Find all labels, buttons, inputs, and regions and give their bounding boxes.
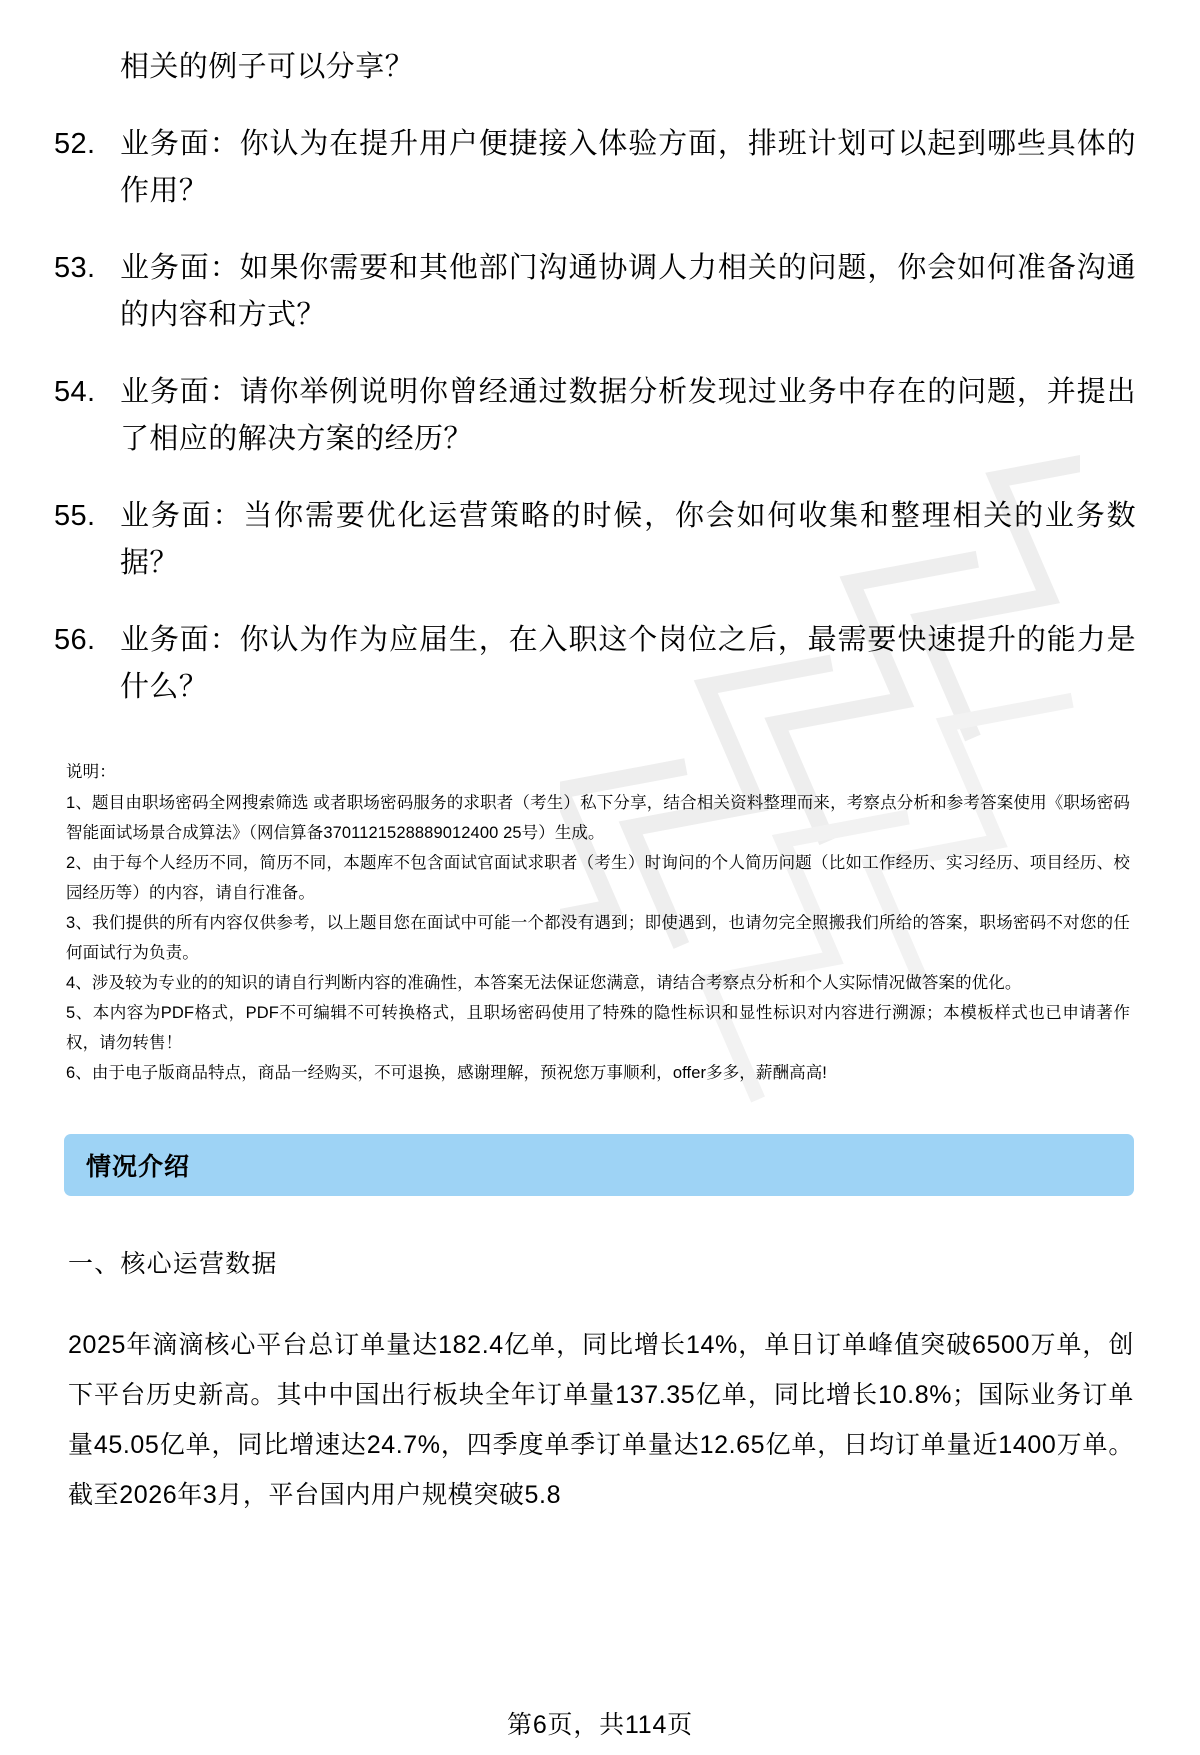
- notes-title: 说明：: [66, 762, 116, 781]
- question-text: 业务面：你认为作为应届生，在入职这个岗位之后，最需要快速提升的能力是什么？: [120, 623, 1136, 703]
- notes-block: [54, 757, 1136, 1088]
- note-item: 3、我们提供的所有内容仅供参考，以上题目您在面试中可能一个都没有遇到；即使遇到，也请勿完全照搬我们所给的答案，职场密码不对您的任何面试行为负责。: [66, 913, 1130, 962]
- note-item: 4、涉及较为专业的的知识的请自行判断内容的准确性，本答案无法保证您满意，请结合考察点分析和个人实际情况做答案的优化。: [66, 973, 1022, 992]
- question-number: 56.: [54, 623, 96, 656]
- question-item: [54, 369, 1136, 463]
- question-text: 业务面：请你举例说明你曾经通过数据分析发现过业务中存在的问题，并提出了相应的解决方案的经历？: [120, 375, 1136, 455]
- note-item: 1、题目由职场密码全网搜索筛选 或者职场密码服务的求职者（考生）私下分享，结合相关资料整理而来，考察点分析和参考答案使用《职场密码智能面试场景合成算法》（网信算备3701121528889012400 25号）生成。: [66, 793, 1130, 842]
- page-footer: 第6页，共114页: [507, 1711, 693, 1739]
- section-header-bar: [64, 1134, 1134, 1196]
- question-number: 54.: [54, 375, 96, 408]
- question-number: 53.: [54, 251, 96, 284]
- question-item: [54, 617, 1136, 711]
- question-item: [54, 245, 1136, 339]
- question-number: 52.: [54, 127, 96, 160]
- note-item: 2、由于每个人经历不同，简历不同，本题库不包含面试官面试求职者（考生）时询问的个人简历问题（比如工作经历、实习经历、项目经历、校园经历等）的内容，请自行准备。: [66, 853, 1130, 902]
- question-item: [54, 121, 1136, 215]
- section-header-title: 情况介绍: [86, 1152, 191, 1181]
- question-text: 业务面：你认为在提升用户便捷接入体验方面，排班计划可以起到哪些具体的作用？: [120, 127, 1136, 207]
- note-item: 6、由于电子版商品特点，商品一经购买，不可退换，感谢理解，预祝您万事顺利，offer多多，薪酬高高!: [66, 1063, 827, 1082]
- question-text: 业务面：当你需要优化运营策略的时候，你会如何收集和整理相关的业务数据？: [120, 499, 1136, 579]
- body-paragraph: 2025年滴滴核心平台总订单量达182.4亿单，同比增长14%，单日订单峰值突破6500万单，创下平台历史新高。其中中国出行板块全年订单量137.35亿单，同比增长10.8%；国际业务订单量45.05亿单，同比增速达24.7%，四季度单季订单量达12.65亿单，日均订单量近1400万单。截至2026年3月，平台国内用户规模突破5.8: [68, 1330, 1134, 1509]
- question-text: 业务面：如果你需要和其他部门沟通协调人力相关的问题，你会如何准备沟通的内容和方式？: [120, 251, 1136, 331]
- note-item: 5、本内容为PDF格式，PDF不可编辑不可转换格式，且职场密码使用了特殊的隐性标识和显性标识对内容进行溯源；本模板样式也已申请著作权，请勿转售！: [66, 1003, 1130, 1052]
- body-subheading: 一、核心运营数据: [68, 1249, 278, 1278]
- question-number: 55.: [54, 499, 96, 532]
- question-item: [54, 493, 1136, 587]
- continued-question-text: 相关的例子可以分享？: [120, 51, 415, 83]
